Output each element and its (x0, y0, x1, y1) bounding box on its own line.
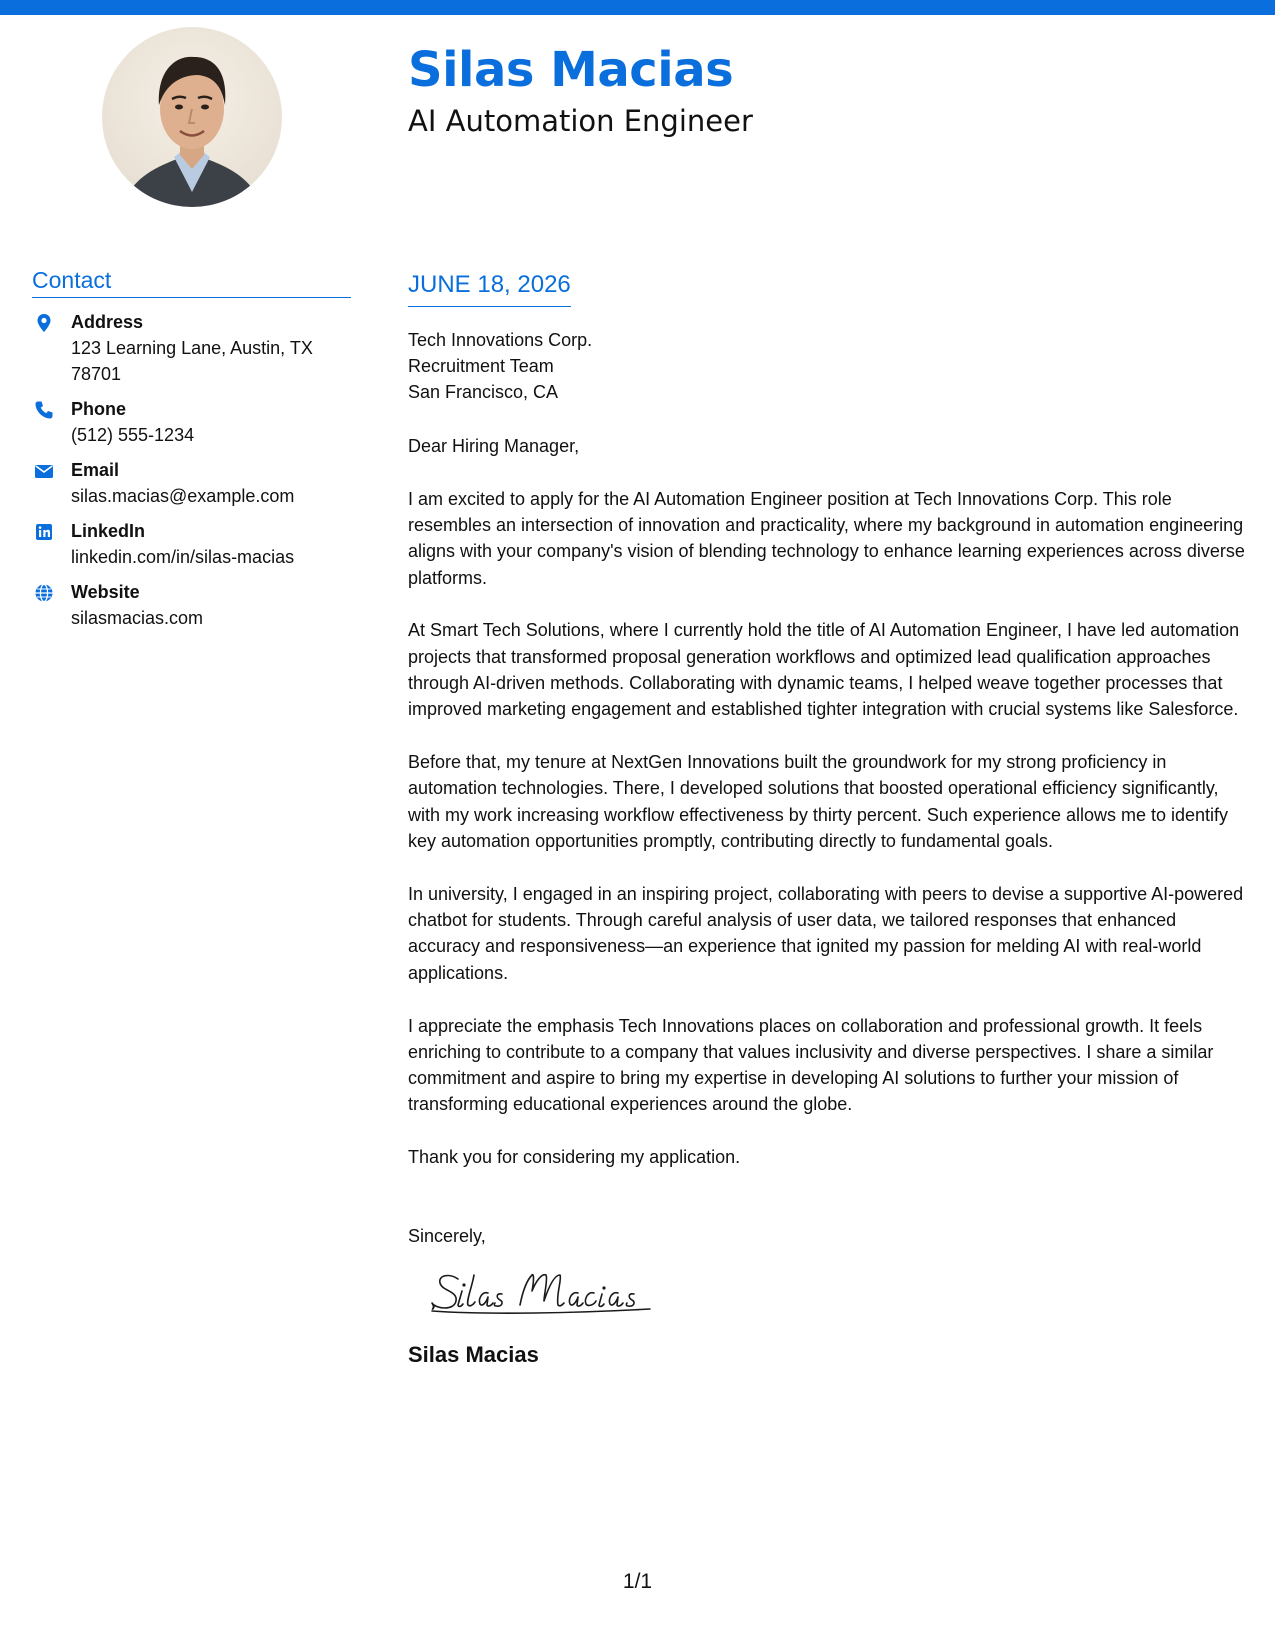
candidate-name: Silas Macias (408, 42, 734, 98)
envelope-icon (34, 461, 54, 481)
recipient-line: Tech Innovations Corp. (408, 330, 593, 350)
map-pin-icon (34, 313, 54, 333)
signer-name: Silas Macias (408, 1341, 539, 1367)
closing: Sincerely, (408, 1225, 486, 1246)
profile-photo (102, 27, 282, 207)
contact-label: Email (71, 460, 120, 480)
letter-body (408, 327, 1248, 1369)
contact-label: Phone (71, 399, 127, 419)
page-number: 1/1 (622, 1570, 653, 1593)
phone-icon (34, 400, 54, 420)
letter-paragraph: Before that, my tenure at NextGen Innovations built the groundwork for my strong proficiency in automation technologies. There, I developed solutions that boosted operational efficiency significantly, with my work increasing workflow effectiveness by thirty percent. Such experience allows me to identify key automation opportunities promptly, contributing directly to fundamental goals. (408, 752, 1229, 852)
letter-paragraph: Thank you for considering my application. (408, 1147, 741, 1168)
letter-date: JUNE 18, 2026 (408, 269, 571, 307)
contact-item-linkedin (32, 519, 352, 570)
contact-label: Website (71, 582, 140, 602)
contact-item-phone (32, 397, 352, 448)
recipient-line: San Francisco, CA (408, 382, 559, 402)
globe-icon (34, 583, 54, 603)
contact-value: 123 Learning Lane, Austin, TX 78701 (71, 338, 313, 384)
contact-list (32, 310, 352, 641)
recipient-block (408, 327, 1248, 405)
top-accent-bar (0, 0, 1275, 15)
signature-image (428, 1261, 658, 1321)
salutation: Dear Hiring Manager, (408, 436, 580, 456)
contact-heading: Contact (32, 265, 351, 298)
job-title: AI Automation Engineer (408, 104, 753, 138)
contact-value[interactable]: silasmacias.com (71, 608, 204, 628)
contact-item-address (32, 310, 352, 387)
contact-value: (512) 555-1234 (71, 425, 195, 445)
letter-paragraph: I am excited to apply for the AI Automation Engineer position at Tech Innovations Corp. This role resembles an intersection of innovation and practicality, where my background in automation engineering aligns with your company's vision of blending technology to enhance learning experiences across diverse platforms. (408, 488, 1245, 588)
contact-item-email (32, 458, 352, 509)
letter-paragraph: At Smart Tech Solutions, where I currently hold the title of AI Automation Engineer, I have led automation projects that transformed proposal generation workflows and optimized lead qualification approaches through AI-driven methods. Collaborating with dynamic teams, I helped weave together processes that improved marketing engagement and established tighter integration with crucial systems like Salesforce. (408, 620, 1240, 720)
letter-paragraph: I appreciate the emphasis Tech Innovations places on collaboration and professional growth. It feels enriching to contribute to a company that values inclusivity and diverse perspectives. I share a similar commitment and aspire to bring my expertise in developing AI solutions to further your mission of transforming educational experiences around the globe. (408, 1015, 1214, 1115)
contact-label: LinkedIn (71, 521, 146, 541)
letter-paragraph: In university, I engaged in an inspiring project, collaborating with peers to devise a supportive AI-powered chatbot for students. Through careful analysis of user data, we tailored responses that enhanced accuracy and responsiveness—an experience that ignited my passion for melding AI with real-world applications. (408, 883, 1244, 983)
contact-value[interactable]: linkedin.com/in/silas-macias (71, 547, 295, 567)
contact-label: Address (71, 312, 144, 332)
recipient-line: Recruitment Team (408, 356, 554, 376)
linkedin-icon (34, 522, 54, 542)
contact-value[interactable]: silas.macias@example.com (71, 486, 295, 506)
contact-item-website (32, 580, 352, 631)
